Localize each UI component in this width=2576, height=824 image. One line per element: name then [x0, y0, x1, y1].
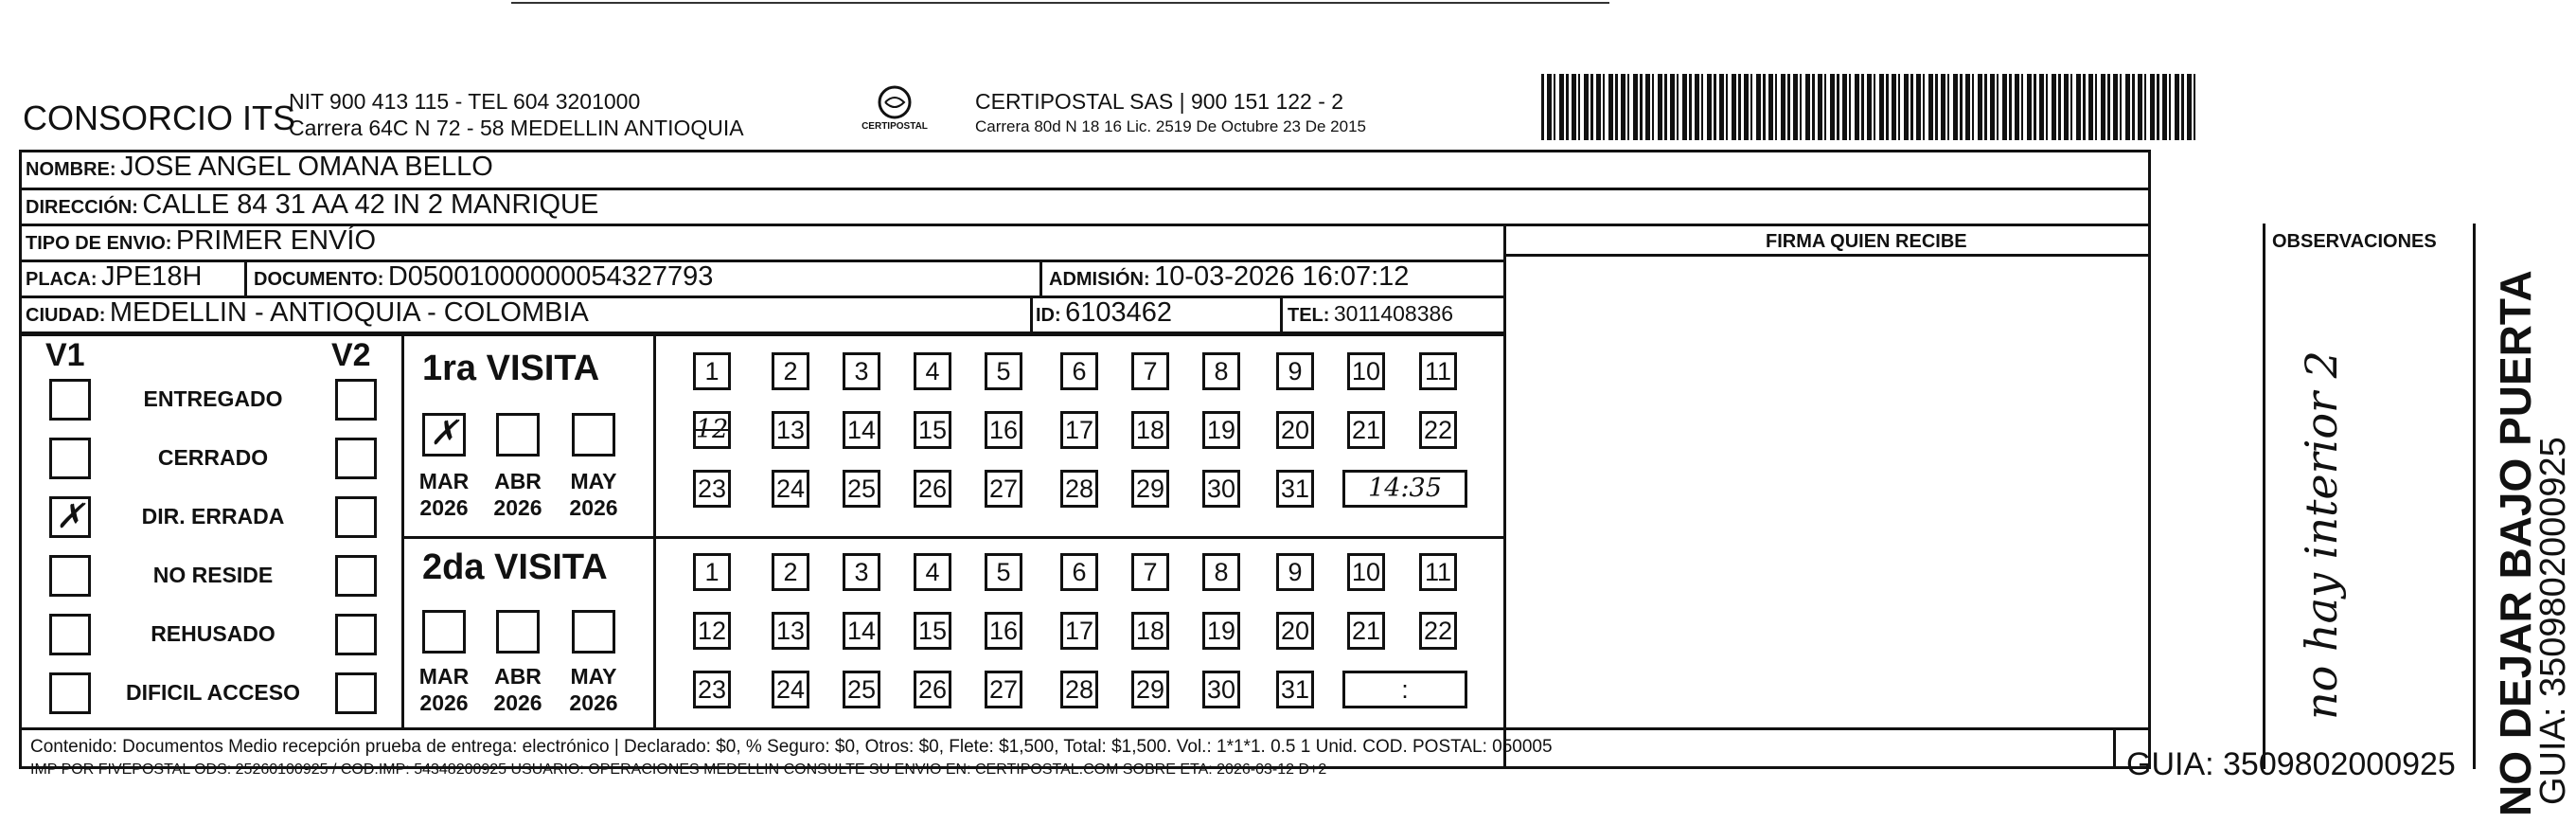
v1-checkbox[interactable]: [49, 614, 91, 655]
day-box[interactable]: 24: [772, 470, 809, 508]
day-box[interactable]: 29: [1131, 671, 1169, 708]
month-name: MAR: [418, 469, 470, 493]
day-box[interactable]: 14: [843, 612, 880, 650]
ciudad-value: MEDELLIN - ANTIOQUIA - COLOMBIA: [109, 297, 589, 328]
day-box[interactable]: 19: [1202, 612, 1240, 650]
direccion-label: DIRECCIÓN:: [26, 197, 138, 218]
month-name: ABR: [494, 469, 542, 493]
admision-field: [1049, 261, 1409, 293]
day-box[interactable]: 8: [1202, 352, 1240, 390]
documento-label: DOCUMENTO:: [254, 269, 384, 290]
day-box[interactable]: 14: [843, 411, 880, 449]
day-box[interactable]: 6: [1060, 553, 1098, 591]
day-box[interactable]: 13: [772, 612, 809, 650]
col-divider: [2473, 224, 2476, 769]
col-divider: [1039, 260, 1042, 296]
month-name: MAY: [570, 664, 617, 689]
documento-value: D05001000000054327793: [387, 261, 714, 292]
day-box[interactable]: 4: [914, 553, 951, 591]
company-address: Carrera 64C N 72 - 58 MEDELLIN ANTIOQUIA: [289, 116, 744, 140]
month-year: 2026: [419, 690, 469, 715]
day-box[interactable]: 25: [843, 470, 880, 508]
day-box[interactable]: 15: [914, 411, 951, 449]
footer-guia: GUIA: 3509802000925: [2126, 746, 2456, 782]
month-checkbox[interactable]: [422, 610, 466, 654]
placa-label: PLACA:: [26, 269, 98, 290]
v1-checkbox[interactable]: [49, 555, 91, 597]
day-box[interactable]: 30: [1202, 671, 1240, 708]
row-line: [1503, 254, 2151, 257]
day-box[interactable]: 23: [693, 470, 731, 508]
day-box[interactable]: 5: [985, 352, 1022, 390]
day-box[interactable]: 25: [843, 671, 880, 708]
reason-label: ENTREGADO: [143, 386, 283, 411]
reason-label: DIR. ERRADA: [141, 504, 285, 528]
nombre-label: NOMBRE:: [26, 159, 116, 180]
checkmark-icon: ✗: [429, 414, 459, 453]
tipo-value: PRIMER ENVÍO: [175, 225, 377, 256]
day-box[interactable]: 31: [1276, 671, 1314, 708]
day-box[interactable]: 7: [1131, 352, 1169, 390]
day-box[interactable]: 26: [914, 671, 951, 708]
day-box[interactable]: 19: [1202, 411, 1240, 449]
admision-value: 10-03-2026 16:07:12: [1154, 261, 1410, 292]
month-checkbox[interactable]: [422, 413, 466, 457]
id-field: [1036, 297, 1172, 329]
v1-checkbox[interactable]: [49, 379, 91, 421]
ciudad-field: [26, 297, 589, 329]
day-box[interactable]: 10: [1347, 553, 1385, 591]
day-box[interactable]: 29: [1131, 470, 1169, 508]
time-box[interactable]: :: [1342, 671, 1467, 708]
month-label: [415, 663, 473, 716]
row-line: [19, 727, 2151, 730]
day-box[interactable]: 5: [985, 553, 1022, 591]
day-box[interactable]: 12: [693, 612, 731, 650]
reason-label: CERRADO: [157, 445, 269, 470]
day-box[interactable]: 15: [914, 612, 951, 650]
day-box[interactable]: 3: [843, 352, 880, 390]
month-year: 2026: [569, 690, 618, 715]
footer-contenido: Contenido: Documentos Medio recepción prueba de entrega: electrónico | Declarado: $0, % Seguro: $0, Otros: $0, Flete: $1,500, Total: $1,500. Vol.: 1*1*1. 0.5 1 Unid. COD. POSTAL: 050005: [30, 737, 1553, 757]
v2-checkbox[interactable]: [335, 379, 377, 421]
id-value: 6103462: [1065, 297, 1173, 328]
day-box[interactable]: 4: [914, 352, 951, 390]
day-box[interactable]: 28: [1060, 671, 1098, 708]
col-divider: [401, 333, 404, 727]
company-name: CONSORCIO ITS: [23, 99, 296, 137]
logo-text: CERTIPOSTAL: [862, 121, 928, 132]
direccion-field: [26, 189, 598, 221]
month-checkbox[interactable]: [572, 413, 615, 457]
firma-header: FIRMA QUIEN RECIBE: [1766, 231, 1967, 252]
day-box[interactable]: 17: [1060, 411, 1098, 449]
col-divider: [653, 333, 656, 727]
day-box[interactable]: 20: [1276, 411, 1314, 449]
documento-field: [254, 261, 713, 293]
reason-label: NO RESIDE: [152, 563, 274, 587]
reason-label: DIFICIL ACCESO: [125, 680, 300, 705]
month-label: [415, 468, 473, 521]
tipo-field: [26, 225, 376, 257]
day-box[interactable]: 9: [1276, 352, 1314, 390]
month-year: 2026: [493, 495, 542, 520]
month-checkbox[interactable]: [572, 610, 615, 654]
month-name: ABR: [494, 664, 542, 689]
day-box[interactable]: 2: [772, 553, 809, 591]
day-box[interactable]: 1: [693, 352, 731, 390]
observaciones-header: OBSERVACIONES: [2272, 231, 2437, 252]
nombre-value: JOSE ANGEL OMANA BELLO: [120, 152, 493, 182]
month-year: 2026: [493, 690, 542, 715]
day-box[interactable]: 20: [1276, 612, 1314, 650]
month-checkbox[interactable]: [496, 413, 540, 457]
day-box[interactable]: 24: [772, 671, 809, 708]
reason-label: REHUSADO: [151, 621, 275, 646]
placa-field: [26, 261, 202, 293]
v2-checkbox[interactable]: [335, 555, 377, 597]
v2-checkbox[interactable]: [335, 438, 377, 479]
day-box[interactable]: 11: [1419, 352, 1457, 390]
day-box[interactable]: 21: [1347, 411, 1385, 449]
col-divider: [1280, 296, 1283, 331]
ciudad-label: CIUDAD:: [26, 305, 106, 326]
day-box[interactable]: 16: [985, 411, 1022, 449]
day-box[interactable]: 22: [1419, 612, 1457, 650]
day-box[interactable]: 21: [1347, 612, 1385, 650]
certipostal-logo-icon: [857, 83, 933, 140]
day-box[interactable]: 18: [1131, 612, 1169, 650]
certipostal-address: Carrera 80d N 18 16 Lic. 2519 De Octubre 23 De 2015: [975, 117, 1366, 135]
day-box[interactable]: 31: [1276, 470, 1314, 508]
footer-guia-box: [2113, 727, 2151, 769]
day-box[interactable]: 12: [693, 411, 731, 449]
checkmark-icon: ✗: [55, 497, 85, 536]
v2-checkbox[interactable]: [335, 614, 377, 655]
v1-header: V1: [45, 337, 85, 373]
day-box[interactable]: 9: [1276, 553, 1314, 591]
v1-checkbox[interactable]: [49, 496, 91, 538]
day-box[interactable]: 26: [914, 470, 951, 508]
month-year: 2026: [569, 495, 618, 520]
month-name: MAY: [570, 469, 617, 493]
day-box[interactable]: 2: [772, 352, 809, 390]
certipostal-line: CERTIPOSTAL SAS | 900 151 122 - 2: [975, 89, 1344, 114]
day-box[interactable]: 18: [1131, 411, 1169, 449]
time-box[interactable]: 14:35: [1342, 470, 1467, 508]
row-line: [401, 536, 1503, 539]
direccion-value: CALLE 84 31 AA 42 IN 2 MANRIQUE: [142, 189, 599, 220]
month-label: [564, 468, 623, 521]
day-box[interactable]: 30: [1202, 470, 1240, 508]
v2-checkbox[interactable]: [335, 672, 377, 714]
day-box[interactable]: 7: [1131, 553, 1169, 591]
observation-handwritten: no hay interior 2: [2296, 350, 2347, 720]
visita1-title: 1ra VISITA: [422, 349, 600, 388]
day-box[interactable]: 10: [1347, 352, 1385, 390]
tel-label: TEL:: [1288, 305, 1330, 326]
v1-checkbox[interactable]: [49, 438, 91, 479]
col-divider: [2263, 224, 2265, 769]
row-line: [19, 333, 1505, 336]
v1-checkbox[interactable]: [49, 672, 91, 714]
placa-value: JPE18H: [101, 261, 203, 292]
month-label: [564, 663, 623, 716]
day-box[interactable]: 17: [1060, 612, 1098, 650]
v2-checkbox[interactable]: [335, 496, 377, 538]
day-box[interactable]: 28: [1060, 470, 1098, 508]
nombre-field: [26, 152, 493, 183]
footer-imp: IMP POR FIVEPOSTAL ODS: 25260100925 / COD.IMP: 54348200925 USUARIO: OPERACIONES MEDELLIN CONSULTE SU ENVIO EN: CERTIPOSTAL.COM SOBRE ETA: 2026-03-12 D+2: [30, 761, 1327, 778]
day-box[interactable]: 11: [1419, 553, 1457, 591]
day-box[interactable]: 16: [985, 612, 1022, 650]
day-box[interactable]: 23: [693, 671, 731, 708]
day-box[interactable]: 6: [1060, 352, 1098, 390]
day-box[interactable]: 22: [1419, 411, 1457, 449]
visita2-title: 2da VISITA: [422, 547, 608, 587]
barcode: [1541, 74, 2198, 140]
month-label: [489, 663, 547, 716]
v2-header: V2: [331, 337, 371, 373]
admision-label: ADMISIÓN:: [1049, 269, 1150, 290]
side-warning: NO DEJAR BAJO PUERTA: [2491, 270, 2540, 816]
tel-field: [1288, 301, 1453, 327]
day-box[interactable]: 13: [772, 411, 809, 449]
month-label: [489, 468, 547, 521]
day-box[interactable]: 3: [843, 553, 880, 591]
side-guia: GUIA: 3509802000925: [2533, 437, 2573, 805]
day-box[interactable]: 27: [985, 671, 1022, 708]
tel-value: 3011408386: [1333, 301, 1454, 326]
col-divider: [1503, 224, 1506, 769]
tipo-label: TIPO DE ENVIO:: [26, 233, 172, 254]
top-rule: [511, 2, 1609, 4]
nit-line: NIT 900 413 115 - TEL 604 3201000: [289, 89, 641, 114]
day-box[interactable]: 8: [1202, 553, 1240, 591]
month-year: 2026: [419, 495, 469, 520]
col-divider: [244, 260, 247, 296]
month-name: MAR: [418, 664, 470, 689]
col-divider: [1030, 296, 1033, 331]
day-box[interactable]: 27: [985, 470, 1022, 508]
month-checkbox[interactable]: [496, 610, 540, 654]
id-label: ID:: [1036, 305, 1061, 326]
day-box[interactable]: 1: [693, 553, 731, 591]
